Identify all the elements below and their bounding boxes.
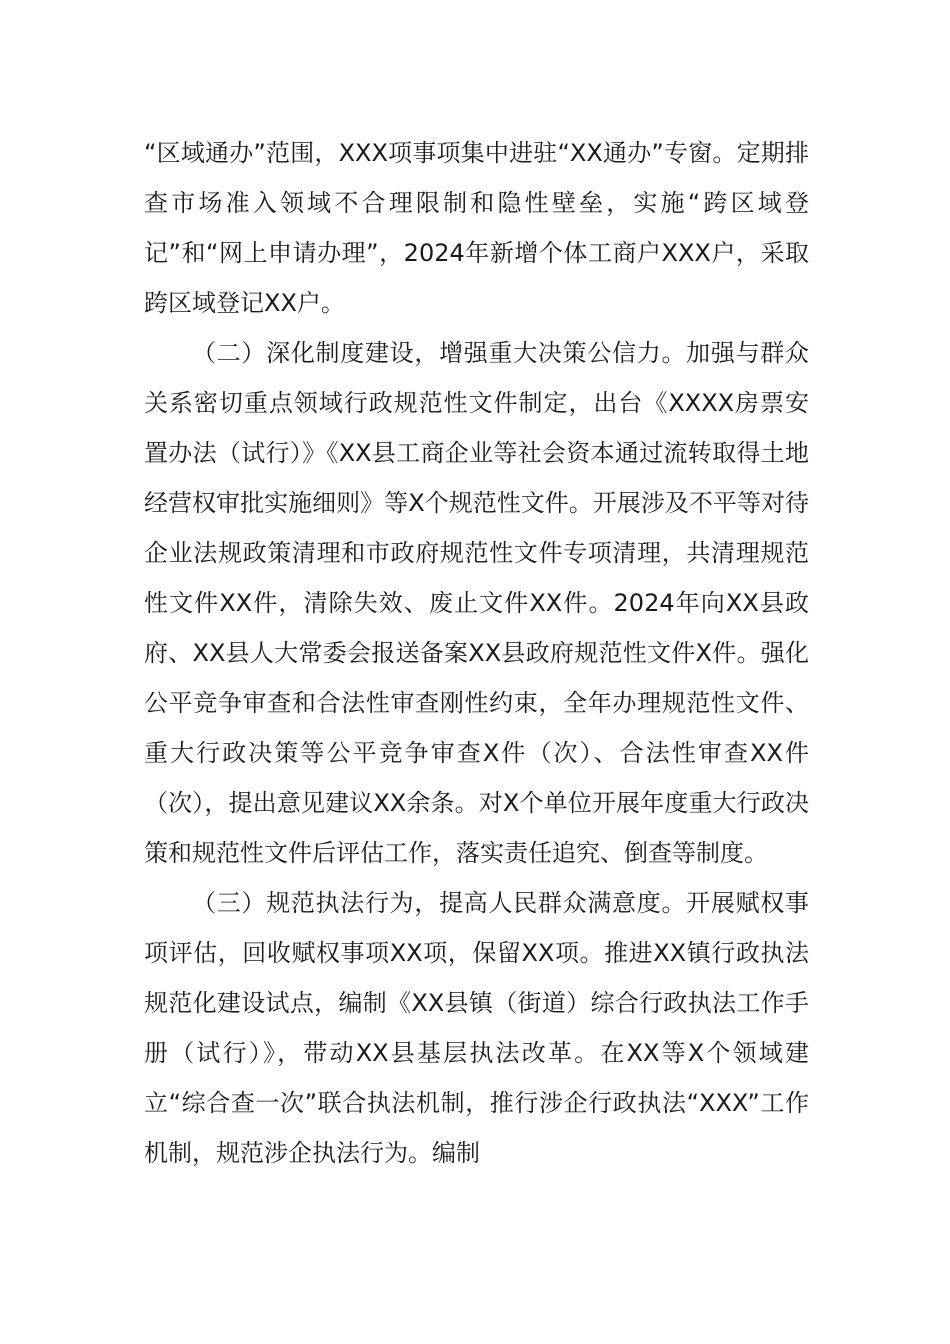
- paragraph-section-three: （三）规范执法行为，提高人民群众满意度。开展赋权事项评估，回收赋权事项XX项，保留XX项。推进XX镇行政执法规范化建设试点，编制《XX县镇（街道）综合行政执法工作手册（试行）》，带动XX县基层执法改革。在XX等X个领域建立“综合查一次”联合执法机制，推行涉企行政执法“XXX”工作机制，规范涉企执法行为。编制: [144, 889, 809, 1167]
- paragraph-section-two: （二）深化制度建设，增强重大决策公信力。加强与群众关系密切重点领域行政规范性文件制定，出台《XXXX房票安置办法（试行）》《XX县工商企业等社会资本通过流转取得土地经营权审批实施细则》等X个规范性文件。开展涉及不平等对待企业法规政策清理和市政府规范性文件专项清理，共清理规范性文件XX件，清除失效、废止文件XX件。2024年向XX县政府、XX县人大常委会报送备案XX县政府规范性文件X件。强化公平竞争审查和合法性审查刚性约束，全年办理规范性文件、重大行政决策等公平竞争审查X件（次）、合法性审查XX件（次），提出意见建议XX余条。对X个单位开展年度重大行政决策和规范性文件后评估工作，落实责任追究、倒查等制度。: [144, 339, 809, 867]
- paragraph-continuation: “区域通办”范围，XXX项事项集中进驻“XX通办”专窗。定期排查市场准入领域不合理限制和隐性壁垒，实施“跨区域登记”和“网上申请办理”，2024年新增个体工商户XXX户，采取跨区域登记XX户。: [144, 139, 809, 317]
- document-body: [144, 128, 809, 1178]
